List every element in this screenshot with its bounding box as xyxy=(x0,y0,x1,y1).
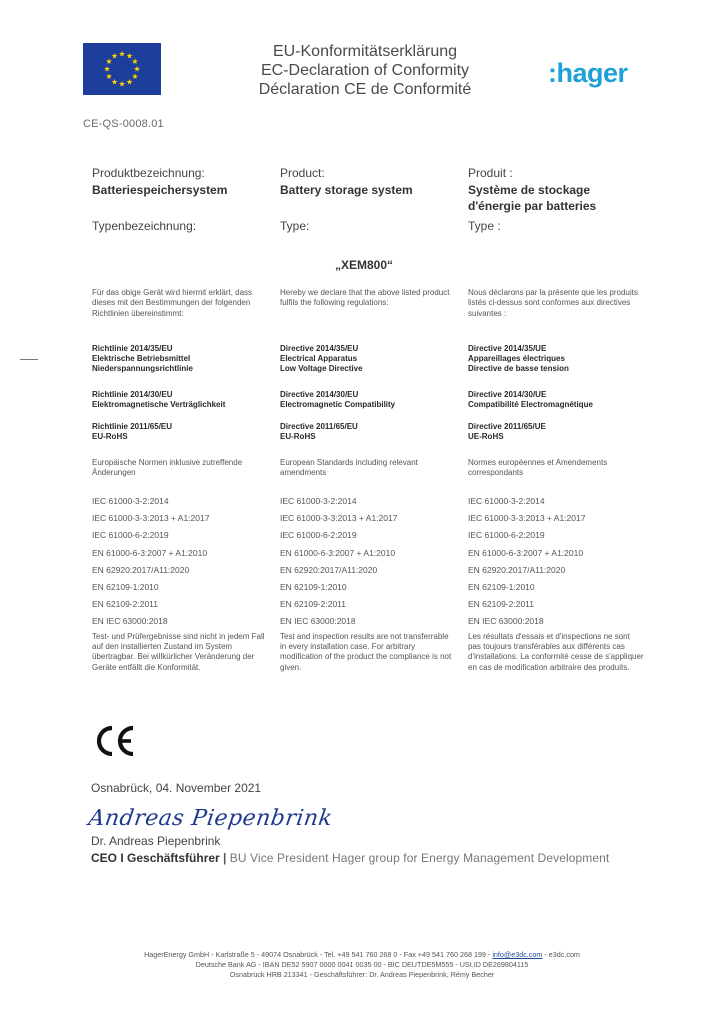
standard-item: IEC 61000-3-2:2014 xyxy=(468,496,545,506)
directive-line: Low Voltage Directive xyxy=(280,364,363,373)
directive-line: Directive 2011/65/UE xyxy=(468,422,546,431)
footer-line-contact xyxy=(60,950,664,960)
directive-line: Directive 2014/35/UE xyxy=(468,344,547,353)
directive-line: Richtlinie 2014/35/EU xyxy=(92,344,173,353)
product-value: Battery storage system xyxy=(280,183,413,197)
standard-item: EN 62109-1:2010 xyxy=(92,582,159,593)
title-de: EU-Konformitätserklärung xyxy=(272,43,458,60)
standard-item: EN 62109-1:2010 xyxy=(280,582,347,593)
standard-item: IEC 61000-6-2:2019 xyxy=(280,530,357,541)
directive-line: Niederspannungsrichtlinie xyxy=(92,364,193,373)
footer-line-register: Osnabrück HRB 213341 - Geschäftsführer: Dr. Andreas Piepenbrink, Rémy Becher xyxy=(229,970,495,979)
signer-name: Dr. Andreas Piepenbrink xyxy=(91,834,221,848)
type-label: Type: xyxy=(280,219,310,233)
company-footer xyxy=(60,950,664,980)
directive-line: UE-RoHS xyxy=(468,432,504,441)
standard-item: EN 62109-2:2011 xyxy=(280,599,347,610)
document-title xyxy=(200,42,530,99)
type-value: „XEM800“ xyxy=(334,258,394,272)
directive-low-voltage xyxy=(468,344,646,374)
place-and-date: Osnabrück, 04. November 2021 xyxy=(91,781,262,795)
standard-item: IEC 61000-3-2:2014 xyxy=(92,496,169,506)
directive-line: Directive 2011/65/EU xyxy=(280,422,358,431)
standard-item: IEC 61000-3-2:2014 xyxy=(280,496,357,506)
margin-mark xyxy=(20,359,38,360)
column-german xyxy=(92,166,270,672)
directive-low-voltage xyxy=(280,344,458,374)
standard-item: EN 62920:2017/A11:2020 xyxy=(92,564,190,575)
signer-role-secondary: BU Vice President Hager group for Energy Management Development xyxy=(229,851,610,865)
directive-line: EU-RoHS xyxy=(92,432,128,441)
standards-intro: Europäische Normen inklusive zutreffende Änderungen xyxy=(92,458,243,477)
standard-item: EN 62109-2:2011 xyxy=(92,599,159,610)
directive-line: Elektrische Betriebsmittel xyxy=(92,354,191,363)
standard-item: EN IEC 63000:2018 xyxy=(468,616,544,627)
standard-item: EN 62109-1:2010 xyxy=(468,582,535,593)
standard-item: EN 61000-6-3:2007 + A1:2010 xyxy=(468,547,584,558)
directive-rohs xyxy=(280,422,458,442)
standard-item: IEC 61000-3-3:2013 + A1:2017 xyxy=(280,513,398,524)
standard-item: IEC 61000-3-3:2013 + A1:2017 xyxy=(92,513,210,524)
product-value: Batteriespeichersystem xyxy=(92,183,228,197)
signer-role-primary: CEO I Geschäftsführer xyxy=(91,851,220,865)
product-label: Product: xyxy=(280,166,325,180)
compliance-note: Test- und Prüfergebnisse sind nicht in jedem Fall auf den installierten Zustand im System übertragbar. Bei willkürlicher Veränderung der Geräte entfällt die Konformität. xyxy=(92,632,265,672)
standard-item: EN 61000-6-3:2007 + A1:2010 xyxy=(280,547,396,558)
signer-role xyxy=(91,851,609,865)
declaration-intro: Hereby we declare that the above listed product fulfils the following regulations: xyxy=(280,288,450,308)
standard-item: EN 62920:2017/A11:2020 xyxy=(468,564,566,575)
directive-line: Directive de basse tension xyxy=(468,364,569,373)
standards-list xyxy=(92,493,270,631)
email-link[interactable]: info@e3dc.com xyxy=(492,950,543,959)
eu-flag-logo xyxy=(83,43,161,95)
directive-line: Appareillages électriques xyxy=(468,354,565,363)
standard-item: IEC 61000-3-3:2013 + A1:2017 xyxy=(468,513,586,524)
footer-line-bank: Deutsche Bank AG - IBAN DE52 5907 0000 0041 0035 00 - BIC DEUTDE5M555 - USt.ID DE269804115 xyxy=(195,960,529,969)
type-label: Type : xyxy=(468,219,501,233)
svg-text:Andreas Piepenbrink: Andreas Piepenbrink xyxy=(86,805,335,831)
directive-line: Electrical Apparatus xyxy=(280,354,358,363)
footer-address: HagerEnergy GmbH - Karlstraße 5 - 49074 Osnabrück - Tel. +49 541 760 268 0 - Fax +49 541 760 268 199 - xyxy=(144,950,493,959)
directive-rohs xyxy=(468,422,646,442)
standard-item: EN 62109-2:2011 xyxy=(468,599,535,610)
directive-line: Directive 2014/30/UE xyxy=(468,390,547,399)
title-fr: Déclaration CE de Conformité xyxy=(258,81,472,98)
document-code: CE-QS-0008.01 xyxy=(83,118,164,130)
ce-mark-logo xyxy=(95,725,139,757)
directive-line: Richtlinie 2011/65/EU xyxy=(92,422,173,431)
hager-logo xyxy=(548,58,646,88)
handwritten-signature xyxy=(86,795,335,835)
directive-line: EU-RoHS xyxy=(280,432,316,441)
footer-website: - e3dc.com xyxy=(542,950,580,959)
product-label: Produit : xyxy=(468,166,513,180)
directive-emc xyxy=(280,390,458,410)
product-value: Système de stockage d'énergie par batteries xyxy=(468,183,597,213)
compliance-note: Les résultats d'essais et d'inspections ne sont pas toujours transférables aux différents cas d'installations. La conformité cesse de s'appliquer en cas de modification arbitraire des produits. xyxy=(468,632,644,672)
directive-emc xyxy=(468,390,646,410)
directive-line: Elektromagnetische Verträglichkeit xyxy=(92,400,226,409)
standards-list xyxy=(468,493,646,631)
directive-emc xyxy=(92,390,270,410)
standards-intro: European Standards including relevant amendments xyxy=(280,458,418,477)
standard-item: EN IEC 63000:2018 xyxy=(280,616,356,627)
standard-item: EN IEC 63000:2018 xyxy=(92,616,168,627)
standards-list xyxy=(280,493,458,631)
standard-item: IEC 61000-6-2:2019 xyxy=(92,530,169,541)
directive-line: Richtlinie 2014/30/EU xyxy=(92,390,173,399)
directive-line: Directive 2014/35/EU xyxy=(280,344,359,353)
svg-text::hager: :hager xyxy=(548,58,628,88)
standards-intro: Normes européennes et Amendements correspondants xyxy=(468,458,608,477)
compliance-note: Test and inspection results are not transferrable in every installation case. For arbitrary modification of the product the compliance is not given. xyxy=(280,632,452,672)
type-label: Typenbezeichnung: xyxy=(92,219,197,233)
directive-low-voltage xyxy=(92,344,270,374)
declaration-intro: Nous déclarons par la présente que les produits listés ci-dessus sont conformes aux directives suivantes : xyxy=(468,288,638,318)
standard-item: EN 61000-6-3:2007 + A1:2010 xyxy=(92,547,208,558)
product-label: Produktbezeichnung: xyxy=(92,166,205,180)
standard-item: IEC 61000-6-2:2019 xyxy=(468,530,545,541)
directive-rohs xyxy=(92,422,270,442)
declaration-intro: Für das obige Gerät wird hiermit erklärt, dass dieses mit den Bestimmungen der folgenden Richtlinien übereinstimmt: xyxy=(92,288,253,318)
directive-line: Electromagnetic Compatibility xyxy=(280,400,396,409)
title-en: EC-Declaration of Conformity xyxy=(260,62,470,79)
role-separator: | xyxy=(223,851,227,865)
standard-item: EN 62920:2017/A11:2020 xyxy=(280,564,378,575)
column-french xyxy=(468,166,646,672)
directive-line: Directive 2014/30/EU xyxy=(280,390,359,399)
directive-line: Compatibilité Electromagnétique xyxy=(468,400,593,409)
